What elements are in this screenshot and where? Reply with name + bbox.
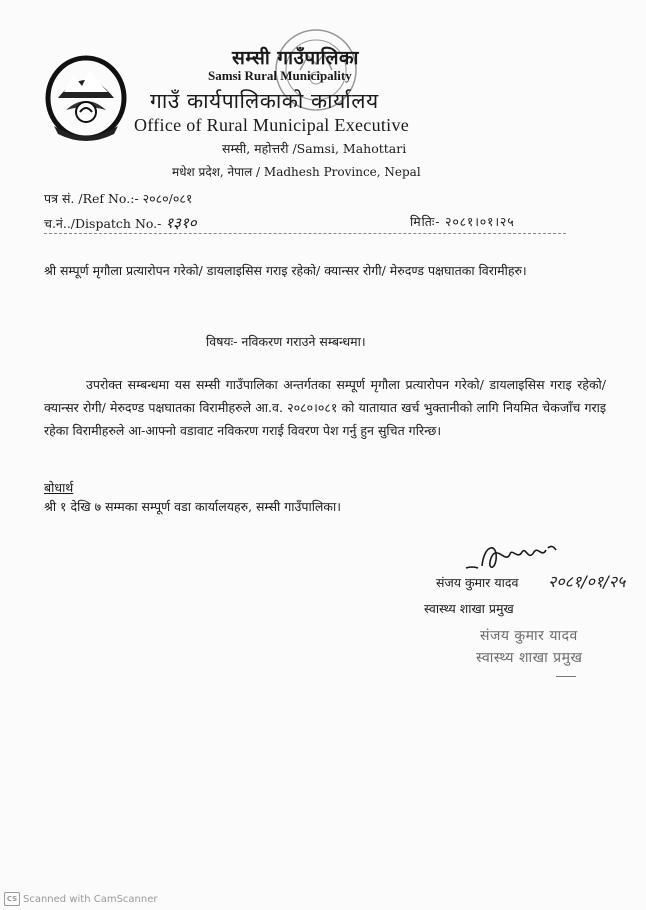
municipality-name-en: Samsi Rural Municipality <box>208 68 352 83</box>
letter-body: उपरोक्त सम्बन्धमा यस सम्सी गाउँपालिका अन्तर्गतका सम्पूर्ण मृगौला प्रत्यारोपन गरेको/ डायलाइसिस गराइ रहेको/ क्यान्सर रोगी/ मेरुदण्ड पक्षघातका विरामीहरुले आ.व. २०८०।०८१ को यातायात खर्च भुक्तानीको लागि नियमित चेकजाँच गराइ रहेका विरामीहरुले आ-आफ्नो वडावाट नविकरण गराई विवरण पेश गर्नु हुन सुचित गरिन्छ। <box>44 377 606 438</box>
cc-recipients: श्री १ देखि ७ सम्मका सम्पूर्ण वडा कार्यालयहरु, सम्सी गाउँपालिका। <box>44 499 341 514</box>
ref-value: २०८०/०८१ <box>142 191 193 206</box>
scanner-watermark <box>4 892 158 906</box>
addressee: श्री सम्पूर्ण मृगौला प्रत्यारोपन गरेको/ डायलाइसिस गराइ रहेको/ क्यान्सर रोगी/ मेरुदण्ड पक्षघातका विरामीहरु। <box>44 263 527 278</box>
office-name-np: गाउँ कार्यपालिकाको कार्यालय <box>150 89 379 113</box>
cc-heading: बोधार्थ <box>44 480 74 495</box>
stamp-title: स्वास्थ्य शाखा प्रमुख <box>476 650 583 666</box>
date-label: मितिः- <box>410 214 441 229</box>
office-name-en: Office of Rural Municipal Executive <box>134 115 410 135</box>
signatory-title: स्वास्थ्य शाखा प्रमुख <box>424 601 514 616</box>
stamp-divider <box>556 676 576 677</box>
office-address: सम्सी, महोत्तरी /Samsi, Mahottari <box>222 141 407 156</box>
dispatch-number <box>44 213 197 233</box>
nepal-emblem-icon <box>44 52 128 144</box>
scanner-text: Scanned with CamScanner <box>23 893 158 905</box>
reference-number <box>44 190 192 207</box>
date-value: २०८१।०१।२५ <box>445 214 515 229</box>
stamp-name: संजय कुमार यादव <box>480 628 578 644</box>
signatory-name: संजय कुमार यादव <box>436 575 519 590</box>
letter-date <box>410 213 515 230</box>
dispatch-value: १३१० <box>165 214 197 232</box>
dispatch-row <box>44 213 566 234</box>
office-province: मधेश प्रदेश, नेपाल / Madhesh Province, Nepal <box>172 165 421 179</box>
signature-scribble-icon <box>462 538 562 574</box>
camscanner-logo-icon: CS <box>4 892 20 906</box>
ref-label: पत्र सं. /Ref No.:- <box>44 191 139 206</box>
municipality-name-np: सम्सी गाउँपालिका <box>232 47 359 69</box>
dispatch-label: च.नं../Dispatch No.- <box>44 216 162 231</box>
signature-date: २०८१/०१/२५ <box>548 572 626 591</box>
subject-line: विषयः- नविकरण गराउने सम्बन्धमा। <box>206 334 366 349</box>
